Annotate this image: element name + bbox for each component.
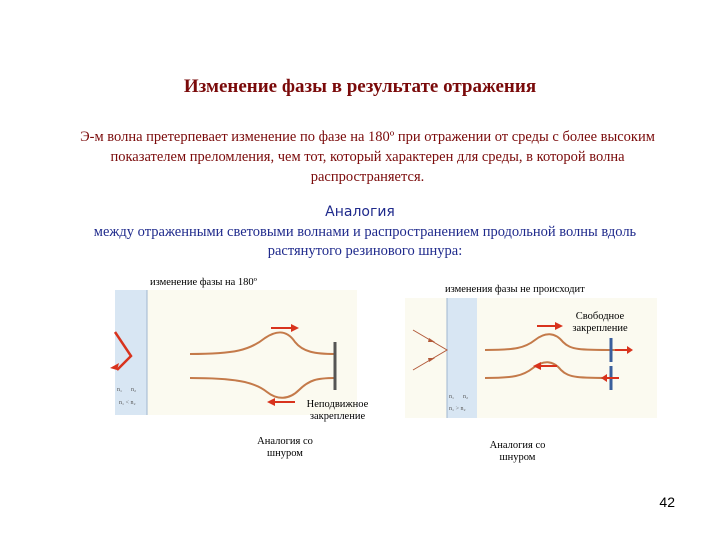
rope-background <box>147 290 357 415</box>
phase-change-description: Э-м волна претерпевает изменение по фазе на 180º при отражении от среды с более высоким показателем преломления, чем тот, который характерен для среды, в которой волна распространяется. <box>80 129 655 185</box>
medium-label-n1: n₁ <box>117 387 123 393</box>
medium-label-n1: n₁ <box>449 394 455 400</box>
rope-background-left <box>405 298 447 418</box>
page-number: 42 <box>659 494 675 510</box>
analogy-heading: Аналогия <box>325 204 395 220</box>
right-analogy-label: Аналогия со шнуром <box>489 440 546 463</box>
page-title: Изменение фазы в результате отражения <box>183 76 537 97</box>
right-figure-caption: изменения фазы не происходит <box>445 284 585 295</box>
rarer-medium-block <box>447 298 477 418</box>
free-mount-label: Свободное закрепление <box>572 311 628 334</box>
denser-medium-block <box>115 290 147 415</box>
medium-inequality: n₁ > n₂ <box>449 406 466 412</box>
medium-label-n2: n₂ <box>131 387 137 393</box>
medium-label-n2: n₂ <box>463 394 469 400</box>
left-analogy-label: Аналогия со шнуром <box>257 436 313 459</box>
fixed-mount-label: Неподвижное закрепление <box>306 399 369 422</box>
medium-inequality: n₁ < n₂ <box>119 400 136 406</box>
analogy-description: между отраженными световыми волнами и распространением продольной волны вдоль растянутого резинового шнура: <box>93 224 637 259</box>
left-figure-caption: изменение фазы на 180º <box>150 277 257 288</box>
